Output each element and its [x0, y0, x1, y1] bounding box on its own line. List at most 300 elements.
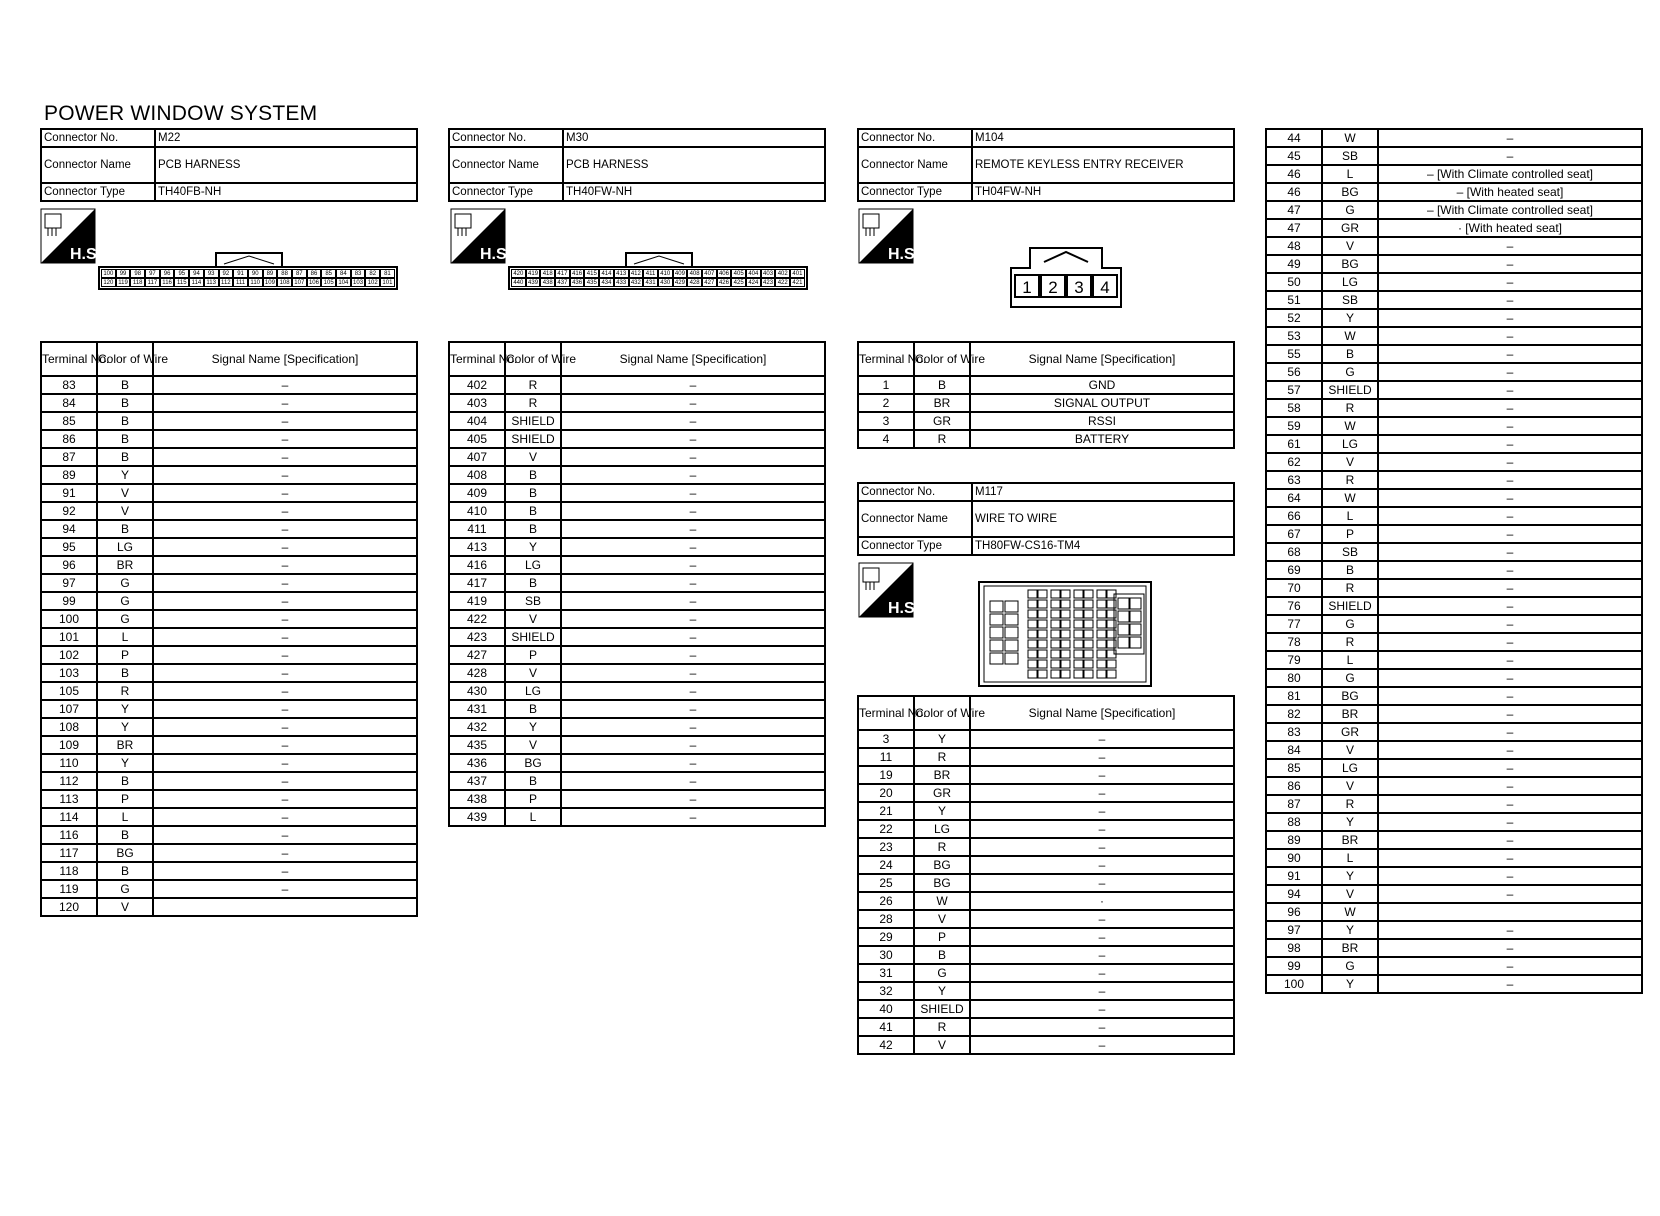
terminal-no-cell: 47	[1266, 219, 1322, 237]
pin-label: 115	[174, 278, 189, 287]
terminal-no-cell: 89	[1266, 831, 1322, 849]
table-row	[41, 628, 417, 646]
wire-color-cell: LG	[1322, 759, 1378, 777]
signal-name-cell: –	[153, 592, 417, 610]
terminal-no-cell: 427	[449, 646, 505, 664]
signal-name-cell: –	[1378, 723, 1642, 741]
signal-name-cell: –	[1378, 705, 1642, 723]
terminal-no-cell: 105	[41, 682, 97, 700]
wire-color-cell: Y	[97, 718, 153, 736]
table-row	[41, 718, 417, 736]
terminal-table-m117-continued	[1265, 128, 1643, 994]
wire-color-cell: BG	[914, 856, 970, 874]
wire-color-cell: G	[1322, 615, 1378, 633]
wire-color-cell: Y	[505, 538, 561, 556]
pin-label: 433	[614, 278, 629, 287]
terminal-no-cell: 49	[1266, 255, 1322, 273]
pin-label: 440	[511, 278, 526, 287]
signal-name-cell: –	[1378, 543, 1642, 561]
wire-color-cell: G	[914, 964, 970, 982]
pin-label: 106	[307, 278, 322, 287]
wire-color-cell: L	[97, 628, 153, 646]
table-row	[41, 556, 417, 574]
terminal-no-cell: 119	[41, 880, 97, 898]
color-of-wire-header: Color of Wire	[914, 342, 970, 376]
terminal-no-cell: 11	[858, 748, 914, 766]
wire-color-cell: Y	[1322, 867, 1378, 885]
terminal-no-cell: 59	[1266, 417, 1322, 435]
pin-label: 411	[643, 269, 658, 278]
page-title: POWER WINDOW SYSTEM	[44, 102, 318, 125]
table-row	[1266, 975, 1642, 993]
wire-color-cell: BG	[1322, 183, 1378, 201]
table-row	[41, 520, 417, 538]
wire-color-cell: BG	[1322, 255, 1378, 273]
signal-name-cell: –	[970, 784, 1234, 802]
table-row	[858, 946, 1234, 964]
pin-label: 107	[292, 278, 307, 287]
connector-no-label: Connector No.	[41, 129, 155, 147]
table-row	[449, 574, 825, 592]
wire-color-cell: B	[97, 430, 153, 448]
signal-name-cell: –	[1378, 741, 1642, 759]
terminal-no-cell: 56	[1266, 363, 1322, 381]
terminal-no-cell: 114	[41, 808, 97, 826]
wire-color-cell: R	[97, 682, 153, 700]
wire-color-cell: R	[1322, 795, 1378, 813]
connector-face-m117	[978, 576, 1152, 693]
wire-color-cell: SHIELD	[505, 430, 561, 448]
pin-label: 401	[790, 269, 805, 278]
signal-name-cell: –	[1378, 615, 1642, 633]
table-row	[1266, 273, 1642, 291]
wire-color-cell: BR	[1322, 705, 1378, 723]
pin-label: 113	[204, 278, 219, 287]
signal-name-cell: –	[561, 574, 825, 592]
terminal-no-cell: 419	[449, 592, 505, 610]
signal-name-cell: –	[1378, 687, 1642, 705]
connector-no-value: M117	[972, 483, 1234, 501]
wire-color-cell: B	[97, 520, 153, 538]
table-row	[1266, 885, 1642, 903]
signal-name-cell: ·	[970, 892, 1234, 910]
table-row	[449, 556, 825, 574]
signal-name-cell: –	[970, 730, 1234, 748]
table-row	[41, 448, 417, 466]
table-row	[1266, 183, 1642, 201]
harness-side-icon	[858, 208, 920, 264]
table-row	[449, 502, 825, 520]
table-row	[449, 772, 825, 790]
wire-color-cell: L	[1322, 507, 1378, 525]
wire-color-cell: B	[505, 520, 561, 538]
pin-label: 103	[351, 278, 366, 287]
wire-color-cell: B	[505, 502, 561, 520]
table-row	[858, 856, 1234, 874]
terminal-no-cell: 101	[41, 628, 97, 646]
signal-name-cell: –	[561, 628, 825, 646]
signal-name-cell: –	[153, 574, 417, 592]
terminal-no-cell: 439	[449, 808, 505, 826]
signal-name-header: Signal Name [Specification]	[153, 342, 417, 376]
pin-label: 419	[526, 269, 541, 278]
table-row	[1266, 489, 1642, 507]
signal-name-cell: –	[561, 502, 825, 520]
wire-color-cell: B	[914, 946, 970, 964]
signal-name-cell: –	[1378, 237, 1642, 255]
signal-name-cell: –	[970, 1018, 1234, 1036]
signal-name-cell	[153, 898, 417, 916]
terminal-no-cell: 3	[858, 730, 914, 748]
wire-color-cell: B	[505, 574, 561, 592]
pin-label: 423	[761, 278, 776, 287]
table-row	[41, 592, 417, 610]
terminal-no-cell: 83	[1266, 723, 1322, 741]
connector-info-m30	[448, 128, 826, 202]
wire-color-cell: R	[505, 376, 561, 394]
terminal-no-cell: 100	[1266, 975, 1322, 993]
wire-color-cell: GR	[914, 784, 970, 802]
signal-name-cell: –	[561, 790, 825, 808]
wire-color-cell: Y	[1322, 975, 1378, 993]
terminal-no-cell: 97	[41, 574, 97, 592]
table-row	[1266, 705, 1642, 723]
wire-color-cell: Y	[914, 802, 970, 820]
wire-color-cell: V	[914, 1036, 970, 1054]
wire-color-cell: V	[97, 484, 153, 502]
terminal-no-cell: 435	[449, 736, 505, 754]
table-row	[449, 610, 825, 628]
wire-color-cell: B	[97, 664, 153, 682]
wire-color-cell: Y	[914, 730, 970, 748]
terminal-no-cell: 29	[858, 928, 914, 946]
terminal-no-cell: 67	[1266, 525, 1322, 543]
wire-color-cell: V	[1322, 237, 1378, 255]
connector-type-value: TH80FW-CS16-TM4	[972, 537, 1234, 555]
signal-name-cell: –	[1378, 399, 1642, 417]
table-row	[1266, 957, 1642, 975]
terminal-no-cell: 52	[1266, 309, 1322, 327]
pin-label: 432	[629, 278, 644, 287]
wire-color-cell: V	[1322, 741, 1378, 759]
pin-label: 3	[1066, 274, 1092, 298]
table-row	[858, 910, 1234, 928]
wire-color-cell: G	[97, 610, 153, 628]
pin-label: 94	[189, 269, 204, 278]
connector-name-label: Connector Name	[41, 147, 155, 183]
table-row	[1266, 345, 1642, 363]
table-row	[41, 682, 417, 700]
wire-color-cell: W	[1322, 327, 1378, 345]
signal-name-cell: –	[1378, 831, 1642, 849]
wire-color-cell: R	[1322, 633, 1378, 651]
terminal-no-cell: 102	[41, 646, 97, 664]
signal-name-cell: –	[561, 430, 825, 448]
table-row	[449, 646, 825, 664]
signal-name-cell: –	[1378, 147, 1642, 165]
signal-name-cell: –	[153, 880, 417, 898]
table-row	[1266, 165, 1642, 183]
wire-color-cell: R	[914, 1018, 970, 1036]
terminal-no-cell: 45	[1266, 147, 1322, 165]
pin-label: 95	[174, 269, 189, 278]
signal-name-cell: –	[561, 664, 825, 682]
signal-name-cell: – [With Climate controlled seat]	[1378, 165, 1642, 183]
connector-no-value: M30	[563, 129, 825, 147]
table-row	[1266, 561, 1642, 579]
signal-name-cell: –	[561, 448, 825, 466]
signal-name-cell: –	[970, 928, 1234, 946]
terminal-no-cell: 31	[858, 964, 914, 982]
terminal-no-cell: 50	[1266, 273, 1322, 291]
wire-color-cell: P	[1322, 525, 1378, 543]
wire-color-cell: BR	[914, 394, 970, 412]
wire-color-cell: BR	[97, 556, 153, 574]
table-row	[858, 730, 1234, 748]
table-row	[858, 982, 1234, 1000]
table-row	[1266, 795, 1642, 813]
pin-label: 98	[130, 269, 145, 278]
signal-name-cell: –	[1378, 597, 1642, 615]
harness-side-icon	[450, 208, 512, 264]
terminal-no-cell: 117	[41, 844, 97, 862]
signal-name-cell: –	[1378, 309, 1642, 327]
signal-name-cell: –	[153, 754, 417, 772]
wire-color-cell: L	[1322, 651, 1378, 669]
signal-name-header: Signal Name [Specification]	[561, 342, 825, 376]
table-row	[1266, 507, 1642, 525]
table-row	[1266, 381, 1642, 399]
terminal-no-cell: 86	[1266, 777, 1322, 795]
wire-color-cell: V	[97, 898, 153, 916]
pin-label: 84	[336, 269, 351, 278]
table-row	[1266, 417, 1642, 435]
terminal-no-cell: 416	[449, 556, 505, 574]
signal-name-cell: –	[970, 982, 1234, 1000]
signal-name-cell: –	[970, 838, 1234, 856]
terminal-no-cell: 89	[41, 466, 97, 484]
connector-name-label: Connector Name	[449, 147, 563, 183]
wire-color-cell: B	[505, 466, 561, 484]
wire-color-cell: B	[97, 376, 153, 394]
terminal-no-cell: 402	[449, 376, 505, 394]
signal-name-cell: –	[970, 766, 1234, 784]
signal-name-cell: –	[1378, 921, 1642, 939]
table-row	[858, 784, 1234, 802]
table-row	[1266, 597, 1642, 615]
table-row	[1266, 399, 1642, 417]
signal-name-cell: –	[1378, 291, 1642, 309]
pin-label: 421	[790, 278, 805, 287]
terminal-no-cell: 2	[858, 394, 914, 412]
terminal-no-cell: 90	[1266, 849, 1322, 867]
connector-info-m104	[857, 128, 1235, 202]
table-row	[449, 376, 825, 394]
pin-label: 407	[702, 269, 717, 278]
table-row	[858, 1018, 1234, 1036]
wire-color-cell: Y	[97, 700, 153, 718]
terminal-no-cell: 48	[1266, 237, 1322, 255]
table-row	[449, 466, 825, 484]
pin-label: 404	[746, 269, 761, 278]
signal-name-cell: –	[153, 772, 417, 790]
terminal-no-header: Terminal No.	[858, 342, 914, 376]
signal-name-cell: –	[561, 466, 825, 484]
terminal-table-m104	[857, 341, 1235, 449]
terminal-no-cell: 30	[858, 946, 914, 964]
signal-name-cell: –	[1378, 561, 1642, 579]
table-row	[41, 430, 417, 448]
wire-color-cell: B	[505, 484, 561, 502]
pin-label: 436	[570, 278, 585, 287]
table-row	[858, 838, 1234, 856]
wire-color-cell: B	[505, 700, 561, 718]
wire-color-cell: L	[505, 808, 561, 826]
terminal-no-cell: 66	[1266, 507, 1322, 525]
connector-name-value: PCB HARNESS	[563, 147, 825, 183]
pin-label: 429	[673, 278, 688, 287]
terminal-no-cell: 118	[41, 862, 97, 880]
pin-row	[1014, 274, 1118, 298]
signal-name-cell: –	[153, 844, 417, 862]
table-row	[449, 808, 825, 826]
table-row	[1266, 633, 1642, 651]
table-row	[1266, 327, 1642, 345]
wire-color-cell: V	[505, 664, 561, 682]
signal-name-cell: –	[970, 964, 1234, 982]
signal-name-cell: –	[561, 808, 825, 826]
signal-name-cell: –	[1378, 417, 1642, 435]
pin-label: 414	[599, 269, 614, 278]
wire-color-cell: SHIELD	[1322, 597, 1378, 615]
table-row	[449, 628, 825, 646]
pin-label: 416	[570, 269, 585, 278]
signal-name-cell: –	[1378, 939, 1642, 957]
pin-label: 93	[204, 269, 219, 278]
signal-name-cell: –	[561, 556, 825, 574]
table-row	[1266, 651, 1642, 669]
connector-info-m117	[857, 482, 1235, 556]
pin-label: 87	[292, 269, 307, 278]
signal-name-cell: –	[153, 430, 417, 448]
wire-color-cell: B	[1322, 345, 1378, 363]
wire-color-cell: GR	[1322, 219, 1378, 237]
pin-label: 119	[116, 278, 131, 287]
pin-label: 91	[233, 269, 248, 278]
pin-label: 112	[219, 278, 234, 287]
signal-name-cell: –	[153, 628, 417, 646]
signal-name-header: Signal Name [Specification]	[970, 696, 1234, 730]
signal-name-cell: –	[561, 484, 825, 502]
signal-name-cell: –	[153, 664, 417, 682]
table-row	[1266, 543, 1642, 561]
terminal-no-cell: 413	[449, 538, 505, 556]
terminal-no-cell: 423	[449, 628, 505, 646]
connector-name-value: REMOTE KEYLESS ENTRY RECEIVER	[972, 147, 1234, 183]
pin-label: 96	[160, 269, 175, 278]
terminal-no-cell: 80	[1266, 669, 1322, 687]
terminal-no-cell: 82	[1266, 705, 1322, 723]
pin-label: 417	[555, 269, 570, 278]
terminal-no-cell: 26	[858, 892, 914, 910]
signal-name-cell: –	[153, 610, 417, 628]
table-row	[1266, 741, 1642, 759]
signal-name-cell: –	[970, 946, 1234, 964]
signal-name-cell: –	[561, 646, 825, 664]
wire-color-cell: SB	[1322, 543, 1378, 561]
signal-name-cell: –	[970, 1000, 1234, 1018]
signal-name-cell: –	[153, 394, 417, 412]
table-row	[41, 376, 417, 394]
table-row	[1266, 291, 1642, 309]
wire-color-cell: LG	[914, 820, 970, 838]
connector-no-value: M104	[972, 129, 1234, 147]
terminal-no-cell: 99	[41, 592, 97, 610]
table-row	[858, 802, 1234, 820]
wire-color-cell: Y	[1322, 813, 1378, 831]
table-row	[41, 880, 417, 898]
pin-label: 402	[775, 269, 790, 278]
pin-label: 418	[540, 269, 555, 278]
pin-label: 117	[145, 278, 160, 287]
svg-text:H.S.: H.S.	[70, 246, 102, 263]
wire-color-cell: L	[1322, 849, 1378, 867]
terminal-no-cell: 96	[41, 556, 97, 574]
pin-label: 425	[731, 278, 746, 287]
signal-name-cell: –	[1378, 867, 1642, 885]
signal-name-cell: –	[153, 682, 417, 700]
pin-label: 97	[145, 269, 160, 278]
terminal-no-cell: 100	[41, 610, 97, 628]
pin-label: 435	[584, 278, 599, 287]
terminal-no-cell: 23	[858, 838, 914, 856]
table-row	[41, 646, 417, 664]
table-row	[1266, 615, 1642, 633]
wire-color-cell: P	[505, 790, 561, 808]
color-of-wire-header: Color of Wire	[97, 342, 153, 376]
color-of-wire-header: Color of Wire	[505, 342, 561, 376]
signal-name-header: Signal Name [Specification]	[970, 342, 1234, 376]
table-row	[449, 682, 825, 700]
terminal-no-cell: 405	[449, 430, 505, 448]
table-row	[41, 826, 417, 844]
connector-type-label: Connector Type	[858, 183, 972, 201]
signal-name-cell: –	[970, 748, 1234, 766]
wire-color-cell: R	[914, 430, 970, 448]
terminal-no-cell: 110	[41, 754, 97, 772]
pin-label: 426	[717, 278, 732, 287]
terminal-no-cell: 113	[41, 790, 97, 808]
table-row	[1266, 813, 1642, 831]
table-row	[1266, 669, 1642, 687]
signal-name-cell: –	[1378, 453, 1642, 471]
signal-name-cell: –	[561, 682, 825, 700]
wire-color-cell: LG	[505, 556, 561, 574]
wire-color-cell: BG	[914, 874, 970, 892]
table-row	[1266, 255, 1642, 273]
table-row	[858, 820, 1234, 838]
pin-label: 422	[775, 278, 790, 287]
table-row	[41, 466, 417, 484]
terminal-no-cell: 120	[41, 898, 97, 916]
terminal-no-cell: 431	[449, 700, 505, 718]
terminal-table-m117	[857, 695, 1235, 1055]
pin-label: 439	[526, 278, 541, 287]
table-row	[41, 898, 417, 916]
connector-type-value: TH40FW-NH	[563, 183, 825, 201]
signal-name-cell: –	[153, 466, 417, 484]
pin-label: 1	[1014, 274, 1040, 298]
